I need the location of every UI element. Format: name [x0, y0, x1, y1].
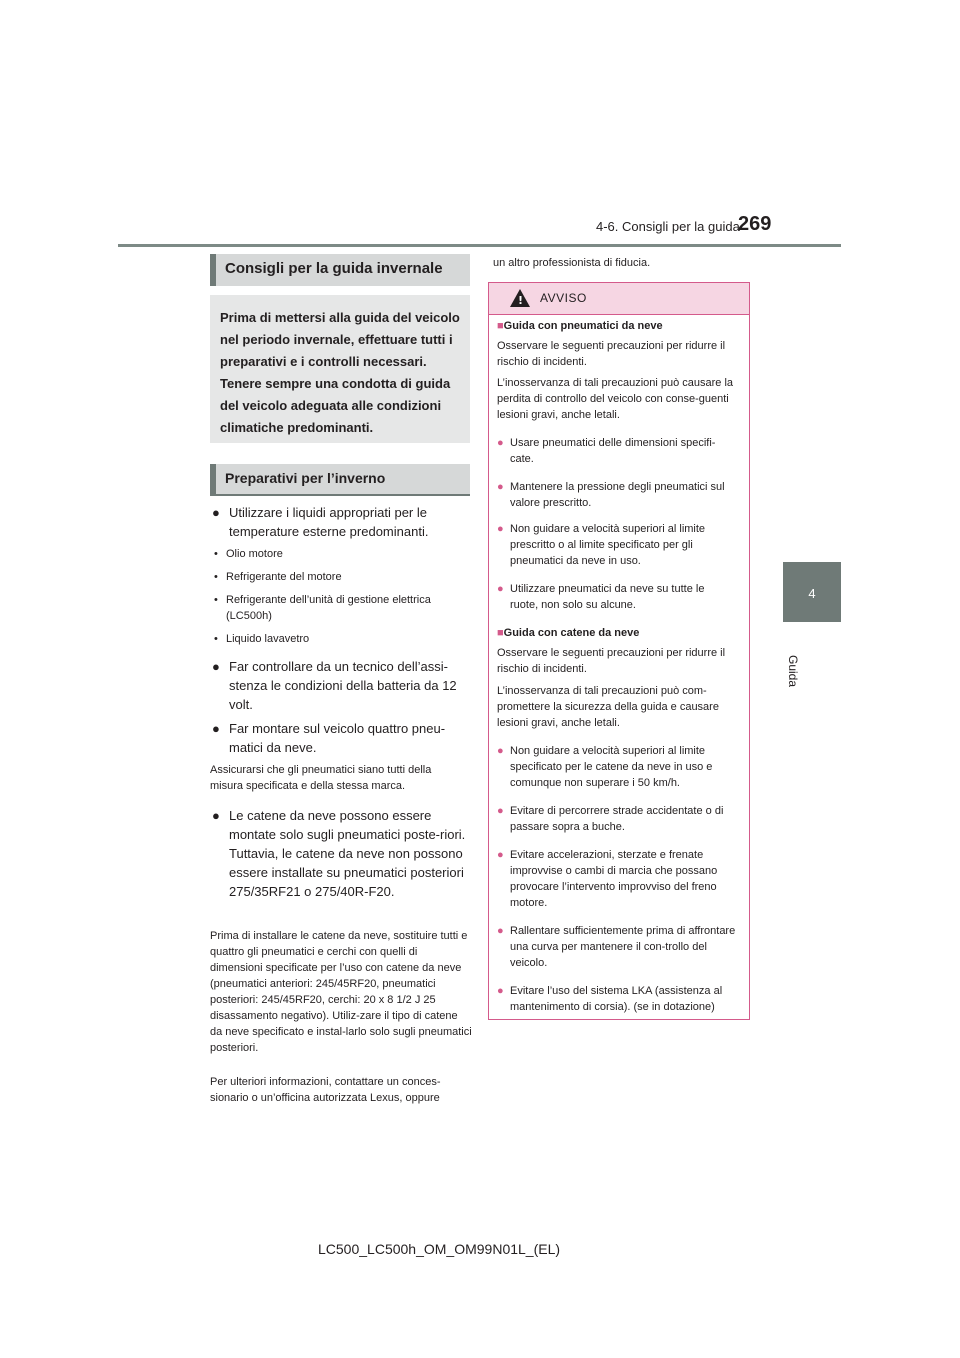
section-heading-winter [210, 254, 470, 286]
bullet-text: Utilizzare i liquidi appropriati per le temperature esterne predominanti. [229, 505, 429, 539]
heading-text: Consigli per la guida invernale [225, 260, 443, 277]
bullet-dot-icon: ● [212, 659, 220, 674]
document-code: LC500_LC500h_OM_OM99N01L_(EL) [318, 1241, 561, 1257]
continuation-text: un altro professionista di fiducia. [493, 257, 651, 269]
bullet-chains [212, 806, 470, 901]
heading-text: Preparativi per l’inverno [225, 470, 386, 486]
warning-paragraph: Osservare le seguenti precauzioni per ridurre il rischio di incidenti. [497, 647, 726, 675]
warning-paragraph: L’inosservanza di tali precauzioni può causare la perdita di controllo del veicolo con conse-guenti lesioni gravi, anche letali. [497, 377, 734, 421]
bullet-dot-icon: ● [212, 808, 220, 823]
intro-line: nel periodo invernale, effettuare tutti i [220, 332, 453, 347]
round-bullet-icon: ● [497, 523, 504, 535]
list-item: • Liquido lavavetro [214, 633, 310, 645]
round-bullet-icon: ● [497, 805, 504, 817]
bullet-text: Le catene da neve possono essere montate solo sugli pneumatici poste-riori. Tuttavia, le catene da neve non possono essere installate su pneumatici posteriori 275/35RF21 o 275/40R-F20. [229, 808, 466, 899]
round-bullet-icon: ● [497, 481, 504, 493]
chapter-label: Guida [786, 655, 800, 688]
bullet-dot-icon: ● [212, 721, 220, 736]
warning-header [489, 283, 749, 315]
warning-title: AVVISO [540, 291, 587, 305]
square-bullet-icon: ■ [497, 320, 504, 332]
list-item: • Refrigerante del motore [214, 571, 342, 583]
chapter-tab[interactable] [783, 562, 841, 622]
bullet-snow-tires [212, 719, 470, 757]
round-bullet-icon: ● [497, 745, 504, 757]
section-title: 4-6. Consigli per la guida [596, 219, 740, 234]
warning-list-item: ● Non guidare a velocità superiori al limite specificato per le catene da neve in uso e comunque non superare i 50 km/h. [497, 745, 713, 789]
warning-subheading: ■Guida con pneumatici da neve [497, 320, 663, 332]
bullet-battery [212, 657, 470, 714]
page-number: 269 [738, 213, 772, 235]
list-item: • Refrigerante dell’unità di gestione elettrica (LC500h) [214, 594, 431, 622]
warning-paragraph: L’inosservanza di tali precauzioni può com-promettere la sicurezza della guida e causare lesioni gravi, anche letali. [497, 685, 719, 729]
warning-list-item: ● Non guidare a velocità superiori al limite prescritto o al limite specificato per gli pneumatici da neve in uso. [497, 523, 706, 567]
round-bullet-icon: ● [497, 437, 504, 449]
bullet-text: Far montare sul veicolo quattro pneu-matici da neve. [229, 721, 446, 755]
header-rule [118, 244, 841, 247]
paragraph-chains: Prima di installare le catene da neve, sostituire tutti e quattro gli pneumatici e cerchi con quelli di dimensioni specificate per l’uso con catene da neve (pneumatici anteriori: 245/45RF20, pneumatici posteriori: 245/45RF20, cerchi: 20 x 8 1/2 J 25 disassamento negativo). Utiliz-zare il tipo di catene da neve specificato e instal-larlo solo sugli pneumatici posteriori. [210, 930, 472, 1054]
intro-line: preparativi e i controlli necessari. [220, 354, 427, 369]
round-bullet-icon: ● [497, 849, 504, 861]
chapter-number: 4 [808, 586, 816, 601]
warning-list-item: ● Rallentare sufficientemente prima di affrontare una curva per mantenere il con-trollo del veicolo. [497, 925, 736, 969]
square-bullet-icon: ■ [497, 627, 504, 639]
warning-list-item: ● Evitare di percorrere strade accidentate o di passare sopra a buche. [497, 805, 724, 833]
intro-line: climatiche predominanti. [220, 420, 374, 435]
warning-list-item: ● Usare pneumatici delle dimensioni specifi-cate. [497, 437, 716, 465]
paragraph-tires: Assicurarsi che gli pneumatici siano tutti della misura specificata e della stessa marca. [210, 764, 432, 792]
warning-subheading: ■Guida con catene da neve [497, 627, 640, 639]
intro-box [210, 295, 470, 443]
warning-list-item: ● Mantenere la pressione degli pneumatici sul valore prescritto. [497, 481, 725, 509]
section-heading-prep [210, 464, 470, 496]
warning-list-item: ● Evitare l’uso del sistema LKA (assistenza al mantenimento di corsia). (se in dotazione) [497, 985, 723, 1013]
bullet-dot-icon: ● [212, 505, 220, 520]
intro-line: Tenere sempre una condotta di guida [220, 376, 451, 391]
round-bullet-icon: ● [497, 583, 504, 595]
warning-list-item: ● Utilizzare pneumatici da neve su tutte le ruote, non solo su alcune. [497, 583, 705, 611]
round-bullet-icon: ● [497, 985, 504, 997]
round-bullet-icon: ● [497, 925, 504, 937]
warning-triangle-icon [510, 289, 530, 307]
intro-line: Prima di mettersi alla guida del veicolo [220, 310, 460, 325]
warning-box [488, 282, 750, 1020]
warning-paragraph: Osservare le seguenti precauzioni per ridurre il rischio di incidenti. [497, 340, 726, 368]
intro-line: del veicolo adeguata alle condizioni [220, 398, 442, 413]
paragraph-info: Per ulteriori informazioni, contattare un conces-sionario o un’officina autorizzata Lexus, oppure [210, 1076, 441, 1104]
list-item: • Olio motore [214, 548, 283, 560]
warning-list-item: ● Evitare accelerazioni, sterzate e frenate improvvise o cambi di marcia che possano provocare l’intervento improvviso del freno motore. [497, 849, 718, 909]
bullet-fluids [212, 503, 470, 541]
bullet-text: Far controllare da un tecnico dell’assi-stenza le condizioni della batteria da 12 volt. [229, 659, 457, 712]
